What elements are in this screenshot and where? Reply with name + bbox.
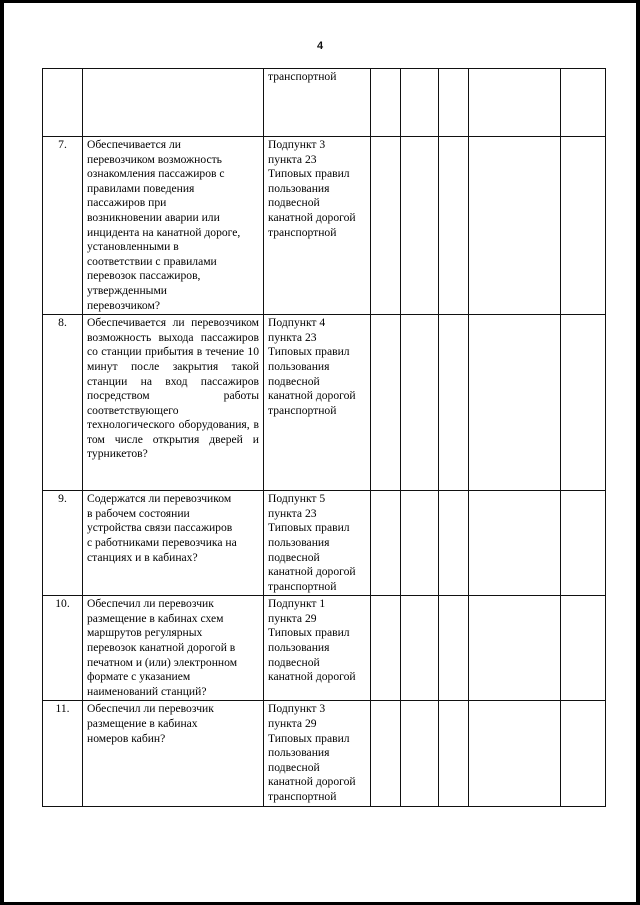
- answer-yes-cell: [371, 137, 401, 315]
- legal-reference: Подпункт 3 пункта 23 Типовых правил пользования подвесной канатной дорогой транспортной: [264, 137, 371, 315]
- row-number: [43, 69, 83, 137]
- comment-cell: [469, 315, 561, 491]
- comment-cell: [469, 596, 561, 701]
- notes-cell: [561, 137, 606, 315]
- answer-na-cell: [439, 701, 469, 806]
- answer-yes-cell: [371, 69, 401, 137]
- row-number: 7.: [43, 137, 83, 315]
- row-number: 11.: [43, 701, 83, 806]
- comment-cell: [469, 491, 561, 596]
- answer-na-cell: [439, 69, 469, 137]
- row-number: 8.: [43, 315, 83, 491]
- answer-no-cell: [401, 701, 439, 806]
- legal-reference: Подпункт 3 пункта 29 Типовых правил пользования подвесной канатной дорогой транспортной: [264, 701, 371, 806]
- page-number: 4: [316, 40, 324, 52]
- answer-no-cell: [401, 596, 439, 701]
- question-text: Обеспечил ли перевозчик размещение в кабинах номеров кабин?: [83, 701, 264, 806]
- answer-no-cell: [401, 137, 439, 315]
- legal-reference: Подпункт 4 пункта 23 Типовых правил пользования подвесной канатной дорогой транспортной: [264, 315, 371, 491]
- notes-cell: [561, 701, 606, 806]
- notes-cell: [561, 491, 606, 596]
- question-text: Обеспечивается ли перевозчиком возможность выхода пассажиров со станции прибытия в течение 10 минут после закрытия такой станции на вход пассажиров посредством работы соответствующего технологического оборудования, в том числе открытия дверей и турникетов?: [83, 315, 264, 491]
- document-page: [4, 3, 636, 902]
- notes-cell: [561, 596, 606, 701]
- answer-na-cell: [439, 596, 469, 701]
- question-text: [83, 69, 264, 137]
- answer-na-cell: [439, 137, 469, 315]
- notes-cell: [561, 315, 606, 491]
- question-text: Обеспечивается ли перевозчиком возможность ознакомления пассажиров с правилами поведения пассажиров при возникновении аварии или инцидента на канатной дороге, установленными в соответствии с правилами перевозок пассажиров, утвержденными перевозчиком?: [83, 137, 264, 315]
- table-row: [43, 596, 606, 701]
- comment-cell: [469, 137, 561, 315]
- answer-no-cell: [401, 491, 439, 596]
- table-row: [43, 701, 606, 806]
- question-text: Содержатся ли перевозчиком в рабочем состоянии устройства связи пассажиров с работниками перевозчика на станциях и в кабинах?: [83, 491, 264, 596]
- answer-na-cell: [439, 491, 469, 596]
- row-number: 10.: [43, 596, 83, 701]
- table-row: [43, 69, 606, 137]
- answer-yes-cell: [371, 491, 401, 596]
- answer-no-cell: [401, 315, 439, 491]
- answer-yes-cell: [371, 596, 401, 701]
- row-number: 9.: [43, 491, 83, 596]
- answer-no-cell: [401, 69, 439, 137]
- question-text: Обеспечил ли перевозчик размещение в кабинах схем маршрутов регулярных перевозок канатной дорогой в печатном и (или) электронном формате с указанием наименований станций?: [83, 596, 264, 701]
- table-row: [43, 137, 606, 315]
- comment-cell: [469, 69, 561, 137]
- table-row: [43, 315, 606, 491]
- answer-yes-cell: [371, 315, 401, 491]
- answer-na-cell: [439, 315, 469, 491]
- legal-reference: Подпункт 1 пункта 29 Типовых правил пользования подвесной канатной дорогой: [264, 596, 371, 701]
- notes-cell: [561, 69, 606, 137]
- comment-cell: [469, 701, 561, 806]
- legal-reference: транспортной: [264, 69, 371, 137]
- checklist-table: [42, 68, 606, 807]
- table-row: [43, 491, 606, 596]
- answer-yes-cell: [371, 701, 401, 806]
- legal-reference: Подпункт 5 пункта 23 Типовых правил пользования подвесной канатной дорогой транспортной: [264, 491, 371, 596]
